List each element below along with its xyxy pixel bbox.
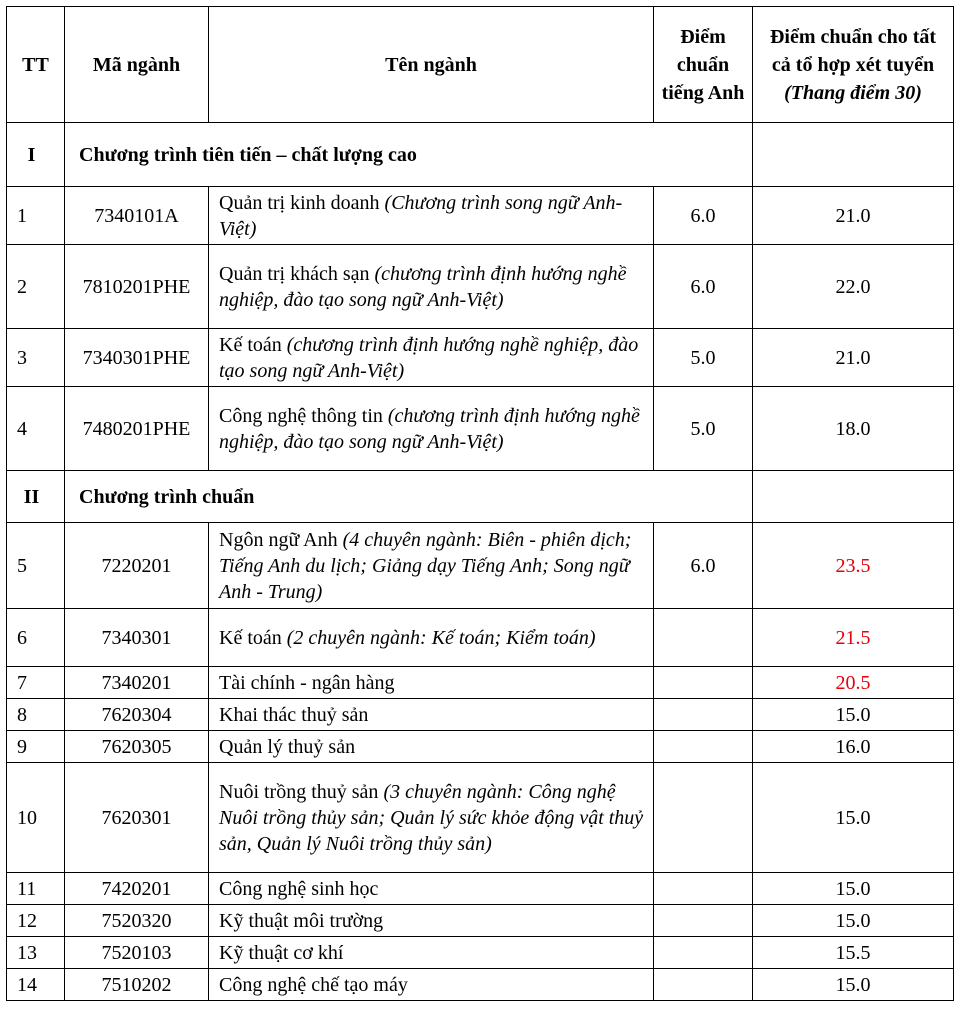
row-code: 7620305	[65, 731, 209, 763]
row-english-score: 6.0	[654, 245, 753, 329]
table-row	[7, 523, 954, 609]
row-note: (2 chuyên ngành: Kế toán; Kiểm toán)	[286, 626, 596, 649]
section-title: Chương trình tiên tiến – chất lượng cao	[65, 123, 753, 187]
row-score: 15.0	[753, 905, 954, 937]
row-tt: 10	[7, 763, 65, 873]
row-english-score: 6.0	[654, 187, 753, 245]
row-code: 7340101A	[65, 187, 209, 245]
table-row	[7, 731, 954, 763]
row-tt: 5	[7, 523, 65, 609]
row-code: 7220201	[65, 523, 209, 609]
row-note: (4 chuyên ngành: Biên - phiên dịch; Tiếng Anh du lịch; Giảng dạy Tiếng Anh; Song ngữ Anh - Trung)	[219, 528, 632, 603]
row-english-score: 6.0	[654, 523, 753, 609]
row-note: (chương trình định hướng nghề nghiệp, đào tạo song ngữ Anh-Việt)	[219, 262, 627, 311]
row-tt: 4	[7, 387, 65, 471]
header-code: Mã ngành	[65, 7, 209, 123]
section-number: I	[7, 123, 65, 187]
row-name: Công nghệ chế tạo máy	[219, 973, 408, 996]
row-name-cell	[209, 245, 654, 329]
table-row	[7, 699, 954, 731]
row-name: Tài chính - ngân hàng	[219, 671, 395, 694]
row-note: (chương trình định hướng nghề nghiệp, đào tạo song ngữ Anh-Việt)	[219, 404, 640, 453]
row-code: 7340201	[65, 667, 209, 699]
table-row	[7, 329, 954, 387]
row-name: Công nghệ sinh học	[219, 877, 379, 900]
row-english-score	[654, 763, 753, 873]
header-score	[753, 7, 954, 123]
row-name: Kỹ thuật cơ khí	[219, 941, 344, 964]
row-code: 7340301	[65, 609, 209, 667]
row-code: 7520103	[65, 937, 209, 969]
row-name: Quản trị kinh doanh	[219, 191, 380, 214]
row-name: Kỹ thuật môi trường	[219, 909, 384, 932]
section-number: II	[7, 471, 65, 523]
header-english-score: Điểm chuẩn tiếng Anh	[654, 7, 753, 123]
row-score: 22.0	[753, 245, 954, 329]
row-english-score	[654, 667, 753, 699]
row-code: 7810201PHE	[65, 245, 209, 329]
row-english-score	[654, 873, 753, 905]
row-code: 7480201PHE	[65, 387, 209, 471]
row-name-cell	[209, 763, 654, 873]
row-tt: 2	[7, 245, 65, 329]
row-name-cell	[209, 187, 654, 245]
row-score: 16.0	[753, 731, 954, 763]
row-name-cell	[209, 731, 654, 763]
row-name: Ngôn ngữ Anh	[219, 528, 338, 551]
row-note: (Chương trình song ngữ Anh-Việt)	[219, 191, 623, 240]
row-english-score: 5.0	[654, 387, 753, 471]
row-name: Quản lý thuỷ sản	[219, 735, 356, 758]
row-name-cell	[209, 609, 654, 667]
row-tt: 7	[7, 667, 65, 699]
row-name-cell	[209, 523, 654, 609]
row-name: Kế toán	[219, 333, 282, 356]
row-name-cell	[209, 699, 654, 731]
row-score: 20.5	[753, 667, 954, 699]
row-score: 15.0	[753, 699, 954, 731]
row-tt: 14	[7, 969, 65, 1001]
row-name: Kế toán	[219, 626, 282, 649]
row-code: 7340301PHE	[65, 329, 209, 387]
row-tt: 6	[7, 609, 65, 667]
row-note: (3 chuyên ngành: Công nghệ Nuôi trồng thủy sản; Quản lý sức khỏe động vật thuỷ sản, Quản lý Nuôi trồng thủy sản)	[219, 780, 644, 855]
row-name-cell	[209, 937, 654, 969]
table-body	[7, 123, 954, 1001]
row-english-score	[654, 699, 753, 731]
row-name-cell	[209, 667, 654, 699]
row-tt: 3	[7, 329, 65, 387]
header-name: Tên ngành	[209, 7, 654, 123]
table-row	[7, 245, 954, 329]
row-code: 7510202	[65, 969, 209, 1001]
row-name: Quản trị khách sạn	[219, 262, 370, 285]
table-row	[7, 763, 954, 873]
table-row	[7, 667, 954, 699]
row-english-score	[654, 937, 753, 969]
row-code: 7620301	[65, 763, 209, 873]
row-name-cell	[209, 969, 654, 1001]
section-score-cell	[753, 123, 954, 187]
row-tt: 13	[7, 937, 65, 969]
header-score-scale: (Thang điểm 30)	[784, 81, 922, 104]
table-row	[7, 937, 954, 969]
row-tt: 1	[7, 187, 65, 245]
row-name-cell	[209, 873, 654, 905]
row-english-score	[654, 905, 753, 937]
row-name-cell	[209, 329, 654, 387]
row-name-cell	[209, 905, 654, 937]
table-row	[7, 387, 954, 471]
row-code: 7620304	[65, 699, 209, 731]
row-note: (chương trình định hướng nghề nghiệp, đào tạo song ngữ Anh-Việt)	[219, 333, 639, 382]
row-name-cell	[209, 387, 654, 471]
section-row	[7, 471, 954, 523]
table-row	[7, 609, 954, 667]
row-score: 15.0	[753, 873, 954, 905]
row-score: 21.5	[753, 609, 954, 667]
row-score: 15.0	[753, 763, 954, 873]
row-english-score	[654, 969, 753, 1001]
admission-score-table	[6, 6, 954, 1001]
section-title: Chương trình chuẩn	[65, 471, 753, 523]
row-tt: 9	[7, 731, 65, 763]
row-score: 21.0	[753, 187, 954, 245]
row-name: Nuôi trồng thuỷ sản	[219, 780, 379, 803]
header-row	[7, 7, 954, 123]
row-tt: 12	[7, 905, 65, 937]
row-score: 18.0	[753, 387, 954, 471]
row-code: 7520320	[65, 905, 209, 937]
section-row	[7, 123, 954, 187]
table-row	[7, 873, 954, 905]
row-name: Công nghệ thông tin	[219, 404, 383, 427]
row-score: 21.0	[753, 329, 954, 387]
row-score: 15.0	[753, 969, 954, 1001]
header-tt: TT	[7, 7, 65, 123]
table-row	[7, 969, 954, 1001]
row-tt: 8	[7, 699, 65, 731]
row-name: Khai thác thuỷ sản	[219, 703, 369, 726]
row-score: 23.5	[753, 523, 954, 609]
row-english-score	[654, 609, 753, 667]
row-english-score: 5.0	[654, 329, 753, 387]
table-row	[7, 187, 954, 245]
header-score-label: Điểm chuẩn cho tất cả tổ hợp xét tuyển	[769, 25, 937, 76]
row-tt: 11	[7, 873, 65, 905]
row-english-score	[654, 731, 753, 763]
section-score-cell	[753, 471, 954, 523]
table-row	[7, 905, 954, 937]
page	[6, 6, 954, 1001]
row-score: 15.5	[753, 937, 954, 969]
row-code: 7420201	[65, 873, 209, 905]
